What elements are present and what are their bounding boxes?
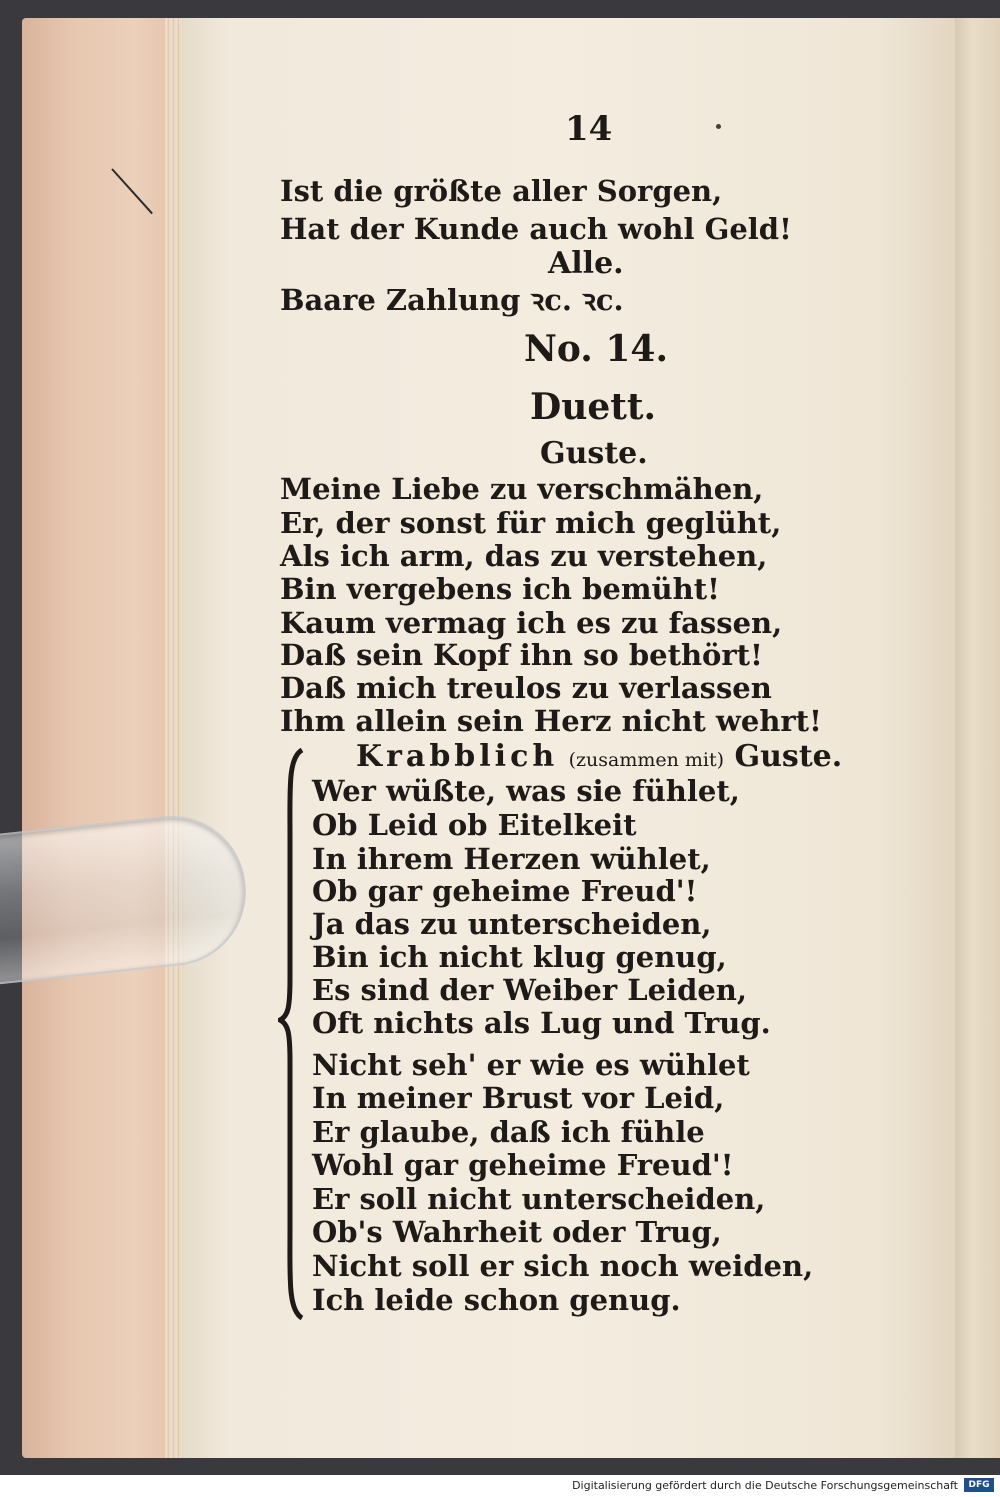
- section-heading: Duett.: [530, 386, 657, 428]
- verse-line: Bin vergebens ich bemüht!: [280, 572, 720, 606]
- page-number: 14: [565, 109, 613, 149]
- number-heading: No. 14.: [524, 328, 668, 370]
- verse-line: Ja das zu unterscheiden,: [312, 907, 712, 941]
- verse-line: Es sind der Weiber Leiden,: [312, 973, 747, 1007]
- verse-line: In ihrem Herzen wühlet,: [312, 842, 711, 876]
- speaker-label: Guste.: [540, 436, 648, 471]
- speaker-name: Guste.: [734, 739, 843, 774]
- verse-line: Ist die größte aller Sorgen,: [280, 174, 723, 208]
- speaker-conjunction: (zusammen mit): [568, 749, 725, 771]
- verse-line: Daß sein Kopf ihn so bethört!: [280, 638, 763, 672]
- verse-line: Als ich arm, das zu verstehen,: [280, 539, 768, 573]
- ink-dot: [716, 124, 721, 129]
- page-stack-edge: [165, 18, 185, 1458]
- page-right-margin: [955, 18, 1000, 1458]
- speaker-name: Krabblich: [356, 739, 559, 774]
- dfg-logo: DFG: [964, 1478, 994, 1492]
- verse-line: Nicht soll er sich noch weiden,: [312, 1249, 814, 1283]
- book-cover-edge: [22, 18, 182, 1458]
- verse-line: Wer wüßte, was sie fühlet,: [312, 774, 740, 808]
- verse-line: Nicht seh' er wie es wühlet: [312, 1048, 750, 1082]
- verse-line: Er, der sonst für mich geglüht,: [280, 506, 782, 540]
- duet-speakers: [356, 740, 842, 777]
- verse-line: In meiner Brust vor Leid,: [312, 1081, 725, 1115]
- speaker-label: Alle.: [548, 246, 624, 281]
- verse-line: Bin ich nicht klug genug,: [312, 940, 727, 974]
- verse-line: Ob's Wahrheit oder Trug,: [312, 1215, 722, 1249]
- verse-line: Er soll nicht unterscheiden,: [312, 1182, 766, 1216]
- verse-line: Ich leide schon genug.: [312, 1283, 681, 1317]
- curly-brace: [278, 748, 308, 1320]
- verse-line: Hat der Kunde auch wohl Geld!: [280, 212, 792, 246]
- verse-line: Er glaube, daß ich fühle: [312, 1115, 705, 1149]
- verse-line: Daß mich treulos zu verlassen: [280, 671, 772, 705]
- verse-line: Ob Leid ob Eitelkeit: [312, 808, 637, 842]
- funding-credit: Digitalisierung gefördert durch die Deutsche Forschungsgemeinschaft: [572, 1479, 958, 1492]
- verse-line: Ihm allein sein Herz nicht wehrt!: [280, 704, 822, 738]
- verse-line: Meine Liebe zu verschmähen,: [280, 472, 764, 506]
- footer-bar: [0, 1475, 1000, 1497]
- verse-line: Baare Zahlung ꝛc. ꝛc.: [280, 283, 624, 317]
- verse-line: Ob gar geheime Freud'!: [312, 874, 698, 908]
- verse-line: Oft nichts als Lug und Trug.: [312, 1006, 771, 1040]
- verse-line: Wohl gar geheime Freud'!: [312, 1148, 734, 1182]
- verse-line: Kaum vermag ich es zu fassen,: [280, 606, 783, 640]
